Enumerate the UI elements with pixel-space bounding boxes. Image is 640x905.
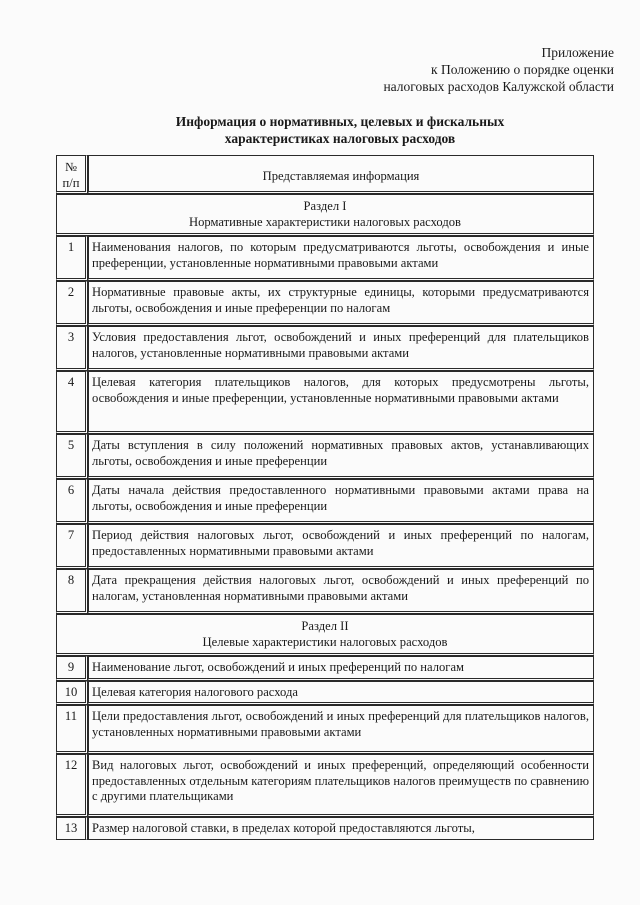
section-1-row	[56, 194, 594, 236]
appendix-line-3: налоговых расходов Калужской области	[383, 79, 614, 94]
section-2-heading: Раздел II	[301, 619, 349, 633]
row-number: 7	[56, 524, 88, 569]
row-number: 10	[56, 681, 88, 706]
row-text: Нормативные правовые акты, их структурные единицы, которыми предусматриваются льготы, освобождения и иные преференции по налогам	[88, 281, 594, 326]
table-row	[56, 656, 594, 681]
table-row	[56, 236, 594, 281]
header-number-abbr: п/п	[62, 175, 80, 190]
table-row	[56, 434, 594, 479]
row-text: Даты начала действия предоставленного нормативными правовыми актами права на льготы, освобождения и иные преференции	[88, 479, 594, 524]
info-table	[56, 155, 594, 840]
row-text: Цели предоставления льгот, освобождений и иных преференций для плательщиков налогов, установленных нормативными правовыми актами	[88, 705, 594, 754]
table-row	[56, 754, 594, 817]
row-number: 3	[56, 326, 88, 371]
header-number-cell	[56, 155, 88, 194]
title-line-2: характеристиках налоговых расходов	[224, 131, 456, 146]
row-number: 9	[56, 656, 88, 681]
row-text: Размер налоговой ставки, в пределах которой предоставляются льготы,	[88, 817, 594, 840]
row-number: 8	[56, 569, 88, 614]
row-text: Наименование льгот, освобождений и иных преференций по налогам	[88, 656, 594, 681]
document-title	[80, 113, 600, 147]
table-row	[56, 371, 594, 434]
row-text: Условия предоставления льгот, освобождений и иных преференций для плательщиков налогов, установленные нормативными правовыми актами	[88, 326, 594, 371]
header-info-cell: Представляемая информация	[88, 155, 594, 194]
section-2-row	[56, 614, 594, 656]
appendix-line-1: Приложение	[541, 45, 614, 60]
row-number: 1	[56, 236, 88, 281]
table-row	[56, 569, 594, 614]
row-text: Целевая категория налогового расхода	[88, 681, 594, 706]
title-line-1: Информация о нормативных, целевых и фискальных	[175, 114, 505, 129]
row-number: 2	[56, 281, 88, 326]
section-2-cell	[56, 614, 594, 656]
row-text: Наименования налогов, по которым предусматриваются льготы, освобождения и иные преференции, установленные нормативными правовыми актами	[88, 236, 594, 281]
section-1-cell	[56, 194, 594, 236]
row-text: Дата прекращения действия налоговых льгот, освобождений и иных преференций по налогам, установленная нормативными правовыми актами	[88, 569, 594, 614]
table-row	[56, 326, 594, 371]
row-number: 12	[56, 754, 88, 817]
row-number: 4	[56, 371, 88, 434]
table-row	[56, 681, 594, 706]
row-number: 6	[56, 479, 88, 524]
section-2-subheading: Целевые характеристики налоговых расходов	[202, 634, 448, 649]
row-number: 11	[56, 705, 88, 754]
row-text: Даты вступления в силу положений нормативных правовых актов, устанавливающих льготы, освобождения и иные преференции	[88, 434, 594, 479]
table-row	[56, 281, 594, 326]
row-number: 5	[56, 434, 88, 479]
table-row	[56, 524, 594, 569]
header-number-sign: №	[64, 160, 78, 174]
row-text: Целевая категория плательщиков налогов, для которых предусмотрены льготы, освобождения и иные преференции, установленные нормативными правовыми актами	[88, 371, 594, 434]
section-1-subheading: Нормативные характеристики налоговых расходов	[188, 214, 462, 229]
row-text: Период действия налоговых льгот, освобождений и иных преференций по налогам, предоставленных нормативными правовыми актами	[88, 524, 594, 569]
appendix-line-2: к Положению о порядке оценки	[431, 62, 614, 77]
table-row	[56, 705, 594, 754]
appendix-note	[383, 44, 614, 95]
table-header-row	[56, 155, 594, 194]
row-number: 13	[56, 817, 88, 840]
section-1-heading: Раздел I	[303, 199, 347, 213]
table-row	[56, 817, 594, 840]
row-text: Вид налоговых льгот, освобождений и иных преференций, определяющий особенности предоставленных отдельным категориям плательщиков налогов преимуществ по сравнению с другими плательщиками	[88, 754, 594, 817]
table-row	[56, 479, 594, 524]
